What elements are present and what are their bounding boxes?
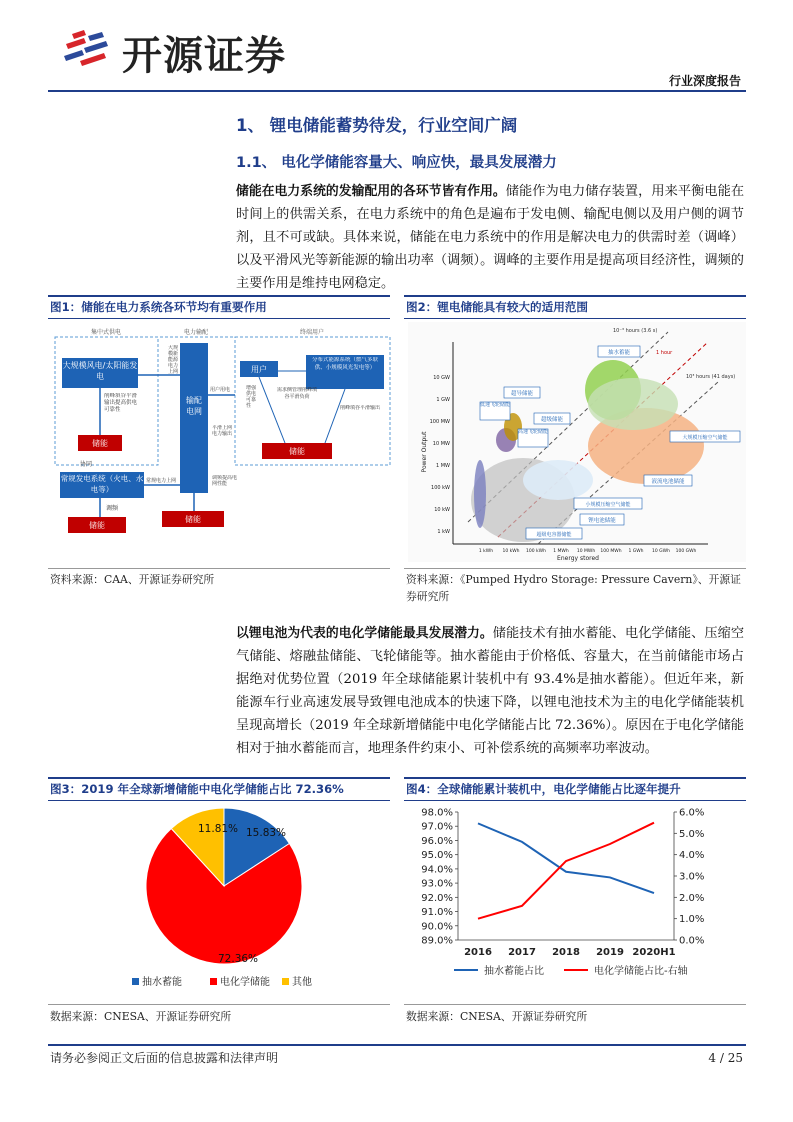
- fig2-y-tick: 10 MW: [432, 441, 450, 447]
- fig2-x-tick: 1 MWh: [553, 549, 569, 554]
- fig2-y-tick: 1 GW: [436, 397, 450, 403]
- fig1-title: 图1：储能在电力系统各环节均有重要作用: [50, 300, 267, 314]
- fig4-left-tick: 98.0%: [421, 807, 453, 819]
- paragraph-1-lead: 储能在电力系统的发输配用的各环节皆有作用。: [236, 184, 506, 199]
- paragraph-1: [236, 180, 744, 295]
- fig1-demand-mgmt: 需求侧管理削峰填谷平滑负荷: [276, 387, 317, 400]
- fig1-user-power-label: 用户用电: [210, 387, 231, 393]
- fig1-reg-up-label: 常规电力上网: [146, 478, 177, 484]
- fig4-x-tick: 2018: [552, 947, 580, 958]
- fig2-bubble-battery-strip: [474, 460, 486, 528]
- fig4-left-tick: 89.0%: [421, 935, 453, 947]
- fig1-storage4-label: 储能: [185, 515, 201, 524]
- fig2-source: 资料来源：《Pumped Hydro Storage: Pressure Cavern》、开源证券研究所: [406, 573, 741, 603]
- fig2-bottom-rule: [404, 568, 746, 569]
- fig4-x-tick: 2017: [508, 947, 536, 958]
- fig1-reliability: 增强供电可靠性: [246, 385, 256, 409]
- fig1-bottom-rule: [48, 568, 390, 569]
- fig2-tag-caes-small: 小规模压缩空气储能: [585, 502, 631, 508]
- brand-name: 开源证券: [122, 33, 286, 79]
- fig2-y-tick: 10 kW: [434, 507, 450, 513]
- fig2-x-tick: 10 MWh: [576, 549, 596, 554]
- fig3-source: 数据来源：CNESA、开源证券研究所: [50, 1010, 232, 1023]
- fig4-x-tick: 2016: [464, 947, 492, 958]
- fig1-grid-label: 输配电网: [186, 396, 202, 416]
- fig4-legend-label: 电化学储能占比-右轴: [594, 966, 688, 977]
- fig4-right-tick: 0.0%: [679, 935, 705, 947]
- fig1-diagram: [50, 325, 392, 565]
- fig3-title: 图3：2019 年全球新增储能中电化学储能占比 72.36%: [50, 782, 344, 796]
- fig1-source: 资料来源：CAA、开源证券研究所: [50, 573, 215, 586]
- fig2-label-1000h: 10³ hours (41 days): [686, 374, 736, 380]
- fig1-distributed-label: 分布式能源系统（燃气多联供、小规模风光发电等）: [311, 357, 378, 371]
- fig1-user-label: 用户: [251, 365, 267, 374]
- fig1-top-rule: [48, 295, 390, 297]
- fig4-right-tick: 4.0%: [679, 850, 705, 862]
- fig1-peak-note3: 平滑上网电力输出: [212, 425, 233, 437]
- fig1-peak-note1: 削峰填谷平滑输出提高供电可靠性: [104, 393, 138, 413]
- pie-legend-swatch: [210, 978, 217, 985]
- fig4-x-tick: 2020H1: [632, 947, 676, 958]
- fig4-title-rule: [404, 800, 746, 801]
- fig4-left-tick: 91.0%: [421, 907, 453, 919]
- fig1-col1-label: 集中式供电: [90, 329, 122, 336]
- fig2-tag-liquid-flow: 液流电池储能: [651, 479, 685, 485]
- fig4-right-tick: 3.0%: [679, 871, 705, 883]
- fig2-x-tick: 100 MWh: [600, 549, 622, 554]
- fig2-label-10s: 10⁻³ hours (3.6 s): [613, 328, 658, 334]
- fig2-title: 图2：锂电储能具有较大的适用范围: [406, 300, 588, 314]
- fig2-chart: [408, 322, 746, 562]
- fig4-x-tick: 2019: [596, 947, 624, 958]
- fig2-tag-supercap: 超导储能: [510, 391, 534, 397]
- pie-legend-swatch: [282, 978, 289, 985]
- fig1-wind-solar-label: 大规模风电/太阳能发电: [62, 361, 138, 381]
- fig1-freq-note: 调频提高电网性能: [212, 475, 238, 487]
- fig2-x-ticks: [479, 548, 697, 554]
- fig2-y-tick: 1 kW: [437, 529, 450, 535]
- fig1-storage3-label: 储能: [89, 521, 105, 530]
- fig1-regular-gen-label: 常规发电系统（火电、水电等）: [60, 474, 144, 494]
- fig4-left-tick: 90.0%: [421, 921, 453, 933]
- paragraph-2: [236, 622, 744, 760]
- fig2-tag-flywheel-low: 低速飞轮储能: [480, 402, 510, 408]
- fig2-y-tick: 100 MW: [429, 419, 450, 425]
- fig1-coordination-label: 协同: [80, 461, 93, 468]
- fig4-left-tick: 96.0%: [421, 835, 453, 847]
- fig3-title-rule: [48, 800, 390, 801]
- fig4-chart: [406, 804, 746, 1000]
- fig2-tag-caes-large: 大规模压缩空气储能: [682, 435, 728, 441]
- pie-data-label: 11.81%: [198, 823, 239, 835]
- fig4-right-tick: 5.0%: [679, 828, 705, 840]
- pie-legend-label: 抽水蓄能: [142, 977, 182, 988]
- section-heading: 1、 锂电储能蓄势待发，行业空间广阔: [236, 116, 518, 135]
- fig2-x-tick: 1 kWh: [478, 549, 494, 554]
- fig2-x-tick: 10 kWh: [502, 549, 520, 554]
- fig2-title-rule: [404, 318, 746, 319]
- fig4-left-tick: 92.0%: [421, 892, 453, 904]
- paragraph-2-lead: 以锂电池为代表的电化学储能最具发展潜力。: [236, 626, 493, 641]
- fig4-series-line-0: [478, 823, 654, 893]
- fig4-left-tick: 94.0%: [421, 864, 453, 876]
- fig4-top-rule: [404, 777, 746, 779]
- fig1-storage1-label: 储能: [92, 439, 108, 448]
- fig2-y-ticks: [430, 375, 450, 535]
- footer-disclaimer: 请务必参阅正文后面的信息披露和法律声明: [50, 1051, 279, 1065]
- fig2-label-1h: 1 hour: [656, 350, 673, 356]
- fig4-left-tick: 97.0%: [421, 821, 453, 833]
- fig4-source: 数据来源：CNESA、开源证券研究所: [406, 1010, 588, 1023]
- fig2-x-tick: 1 GWh: [628, 549, 644, 554]
- fig4-title: 图4：全球储能累计装机中，电化学储能占比逐年提升: [406, 782, 681, 796]
- fig4-right-tick: 2.0%: [679, 892, 705, 904]
- fig4-bottom-rule: [404, 1004, 746, 1005]
- fig2-tag-battery: 锂电池储能: [588, 518, 616, 524]
- report-type: 行业深度报告: [668, 74, 741, 88]
- fig2-tag-supercapacitor: 超级电容器储能: [536, 532, 572, 538]
- fig3-chart: [50, 804, 390, 1000]
- fig4-right-tick: 6.0%: [679, 807, 705, 819]
- fig3-bottom-rule: [48, 1004, 390, 1005]
- subsection-heading: 1.1、 电化学储能容量大、响应快，最具发展潜力: [236, 155, 557, 171]
- fig2-top-rule: [404, 295, 746, 297]
- footer-rule: [48, 1044, 746, 1046]
- fig2-x-tick: 10 GWh: [652, 549, 670, 554]
- fig2-bubble-green: [588, 378, 678, 430]
- pie-legend-label: 其他: [292, 977, 312, 988]
- fig4-left-tick: 95.0%: [421, 850, 453, 862]
- fig2-y-tick: 100 kW: [431, 485, 450, 491]
- fig2-tag-pumped-hydro: 抽水蓄能: [607, 350, 631, 356]
- pie-data-label: 15.83%: [246, 827, 287, 839]
- fig1-col2-label: 电力输配: [183, 329, 209, 336]
- fig2-tag-supercap2: 超级储能: [540, 417, 564, 423]
- fig2-tag-high-flywheel: 高速飞轮储能: [518, 429, 548, 435]
- fig4-left-tick: 93.0%: [421, 878, 453, 890]
- fig1-peak-note2: 削峰填谷平滑输出: [340, 405, 380, 411]
- fig1-storage2-label: 储能: [289, 447, 305, 456]
- header-rule: [48, 90, 746, 92]
- fig2-ylabel: Power Output: [421, 431, 428, 473]
- fig2-xlabel: Energy stored: [557, 555, 599, 562]
- fig2-x-tick: 100 kWh: [526, 549, 546, 554]
- fig2-y-tick: 1 MW: [435, 463, 450, 469]
- pie-data-label: 72.36%: [218, 953, 259, 965]
- page-number: 4 / 25: [708, 1051, 743, 1065]
- fig2-bubble-small-caes: [523, 460, 593, 500]
- paragraph-2-body: 储能技术有抽水蓄能、电化学储能、压缩空气储能、熔融盐储能、飞轮储能等。抽水蓄能由于价格低、容量大，在当前储能市场占据绝对优势位置（2019 年全球储能累计装机中有 93.4%是抽水蓄能）。但近年来，新能源车行业高速发展导致锂电池成本的快速下降，以锂电池技术为主的电化学储能装机呈现高增长（2019 年全球新增储能中电化学储能占比 72.36%）。原因在于电化学储能相对于抽水蓄能而言，地理条件约束小、可补偿系统的高频率功率波动。: [236, 626, 745, 756]
- fig2-y-tick: 10 GW: [433, 375, 450, 381]
- pie-legend-swatch: [132, 978, 139, 985]
- fig4-right-tick: 1.0%: [679, 914, 705, 926]
- brand-logo-mark: [62, 26, 112, 70]
- fig4-legend-label: 抽水蓄能占比: [484, 966, 544, 977]
- fig1-col3-label: 终端用户: [299, 329, 325, 336]
- fig1-grid-side-note: 大规模新能源电力上网: [168, 345, 178, 375]
- paragraph-1-body: 储能作为电力储存装置，用来平衡电能在时间上的供需关系，在电力系统中的角色是遍布于发电侧、输配电侧以及用户侧的调节剂，且不可或缺。具体来说，储能在电力系统中的作用是解决电力的供需时差（调峰）以及平滑风光等新能源的输出功率（调频）。调峰的主要作用是提高项目经济性，调频的主要作用是维持电网稳定。: [236, 184, 745, 291]
- fig2-x-tick: 100 GWh: [675, 549, 697, 554]
- fig1-freq-label: 调频: [106, 505, 119, 512]
- fig1-title-rule: [48, 318, 390, 319]
- fig3-top-rule: [48, 777, 390, 779]
- pie-legend-label: 电化学储能: [220, 977, 270, 988]
